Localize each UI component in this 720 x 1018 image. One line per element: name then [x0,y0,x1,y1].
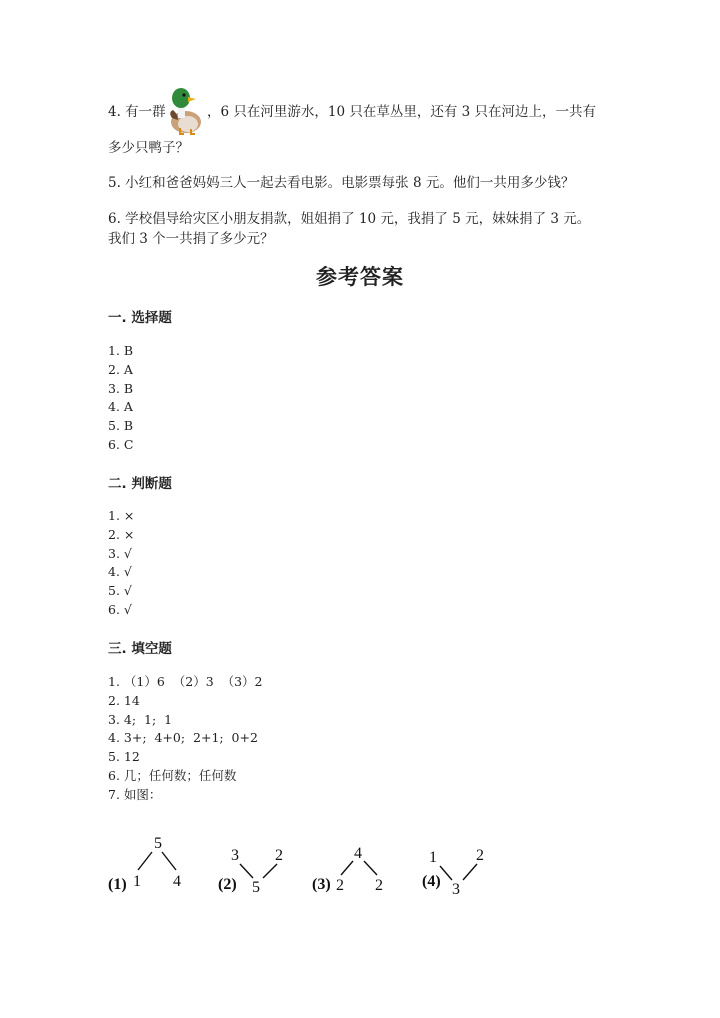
bond-line [463,864,477,880]
bond-label: (4) [422,873,441,890]
bond-label: (2) [218,876,237,893]
bond-right: 2 [375,877,383,894]
list-item: 1. B [108,343,134,358]
bond-group-2 [218,847,283,896]
list-item: 6. √ [108,601,132,617]
list-item: 6. 几；任何数；任何数 [108,767,237,783]
bond-right: 4 [173,873,181,890]
answer-list-fill [108,673,263,805]
bond-right: 2 [476,847,484,864]
number-bond-figure [100,828,520,908]
answer-list-judge [108,507,134,620]
list-item: 7. 如图： [108,786,162,802]
list-item: 5. √ [108,583,132,599]
section-heading-choice: 一. 选择题 [108,310,172,326]
bond-top: 5 [154,835,162,852]
question-4-line2: 多少只鸭子？ [108,140,189,156]
bond-line [240,864,253,878]
question-6-line2: 我们 3 个一共捐了多少元？ [108,231,274,247]
duck-icon [164,84,204,136]
list-item: 4. √ [108,564,132,580]
bond-line [138,852,152,870]
question-4-text: ，6 只在河里游水，10 只在草丛里，还有 3 只在河边上，一共有 [207,104,597,120]
bond-top: 5 [252,879,260,896]
bond-label: (3) [312,876,331,893]
answer-title: 参考答案 [316,264,404,289]
list-item: 6. C [108,436,134,452]
answer-list-choice [108,342,133,455]
list-item: 2. 14 [108,692,140,708]
bond-line [440,866,452,880]
question-4-prefix: 4. 有一群 [108,104,166,120]
list-item: 4. 3+; 4+0; 2+1; 0+2 [108,730,258,746]
list-item: 3. √ [108,545,132,561]
bond-left: 1 [133,873,141,890]
list-item: 3. 4; 1; 1 [108,711,173,727]
bond-line [341,861,353,875]
bond-label: (1) [108,876,127,893]
section-heading-judge: 二. 判断题 [108,476,172,492]
bond-group-3 [312,845,383,894]
list-item: 3. B [108,380,134,396]
list-item: 1. （1）6 （2）3 （3）2 [108,674,263,689]
bond-group-4 [422,847,484,898]
bond-left: 1 [429,849,437,866]
bond-line [162,852,176,870]
bond-line [263,864,277,878]
list-item: 5. B [108,418,134,434]
list-item: 1. × [108,508,135,523]
question-5: 5. 小红和爸爸妈妈三人一起去看电影。电影票每张 8 元。他们一共用多少钱？ [108,175,575,191]
list-item: 2. A [108,361,133,377]
section-heading-fill: 三. 填空题 [108,641,172,657]
question-6-line1: 6. 学校倡导给灾区小朋友捐款，姐姐捐了 10 元，我捐了 5 元，妹妹捐了 3 元。 [108,211,591,227]
bond-left: 2 [336,877,344,894]
bond-right: 2 [275,847,283,864]
bond-top: 3 [452,881,460,898]
list-item: 5. 12 [108,749,140,765]
bond-top: 4 [354,845,362,862]
list-item: 2. × [108,526,135,542]
bond-group-1 [108,835,181,893]
bond-left: 3 [231,847,239,864]
bond-line [364,861,377,875]
list-item: 4. A [108,399,133,415]
